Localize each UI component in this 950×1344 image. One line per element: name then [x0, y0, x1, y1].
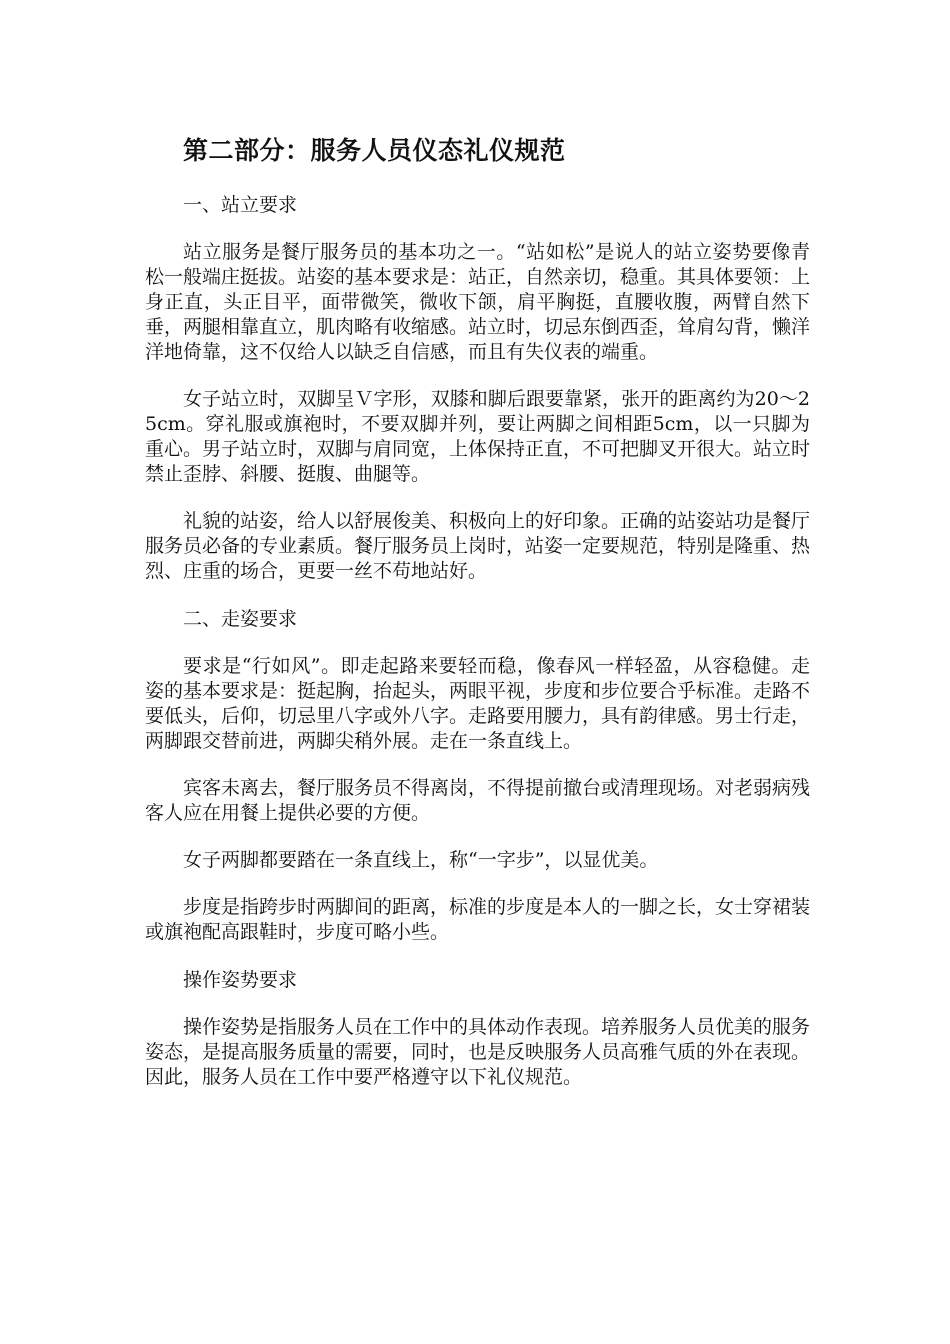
- paragraph-walking-stride: 步度是指跨步时两脚间的距离，标准的步度是本人的一脚之长，女士穿裙装或旗袍配高跟鞋时，步度可略小些。: [145, 896, 811, 943]
- document-page: [145, 132, 810, 1090]
- paragraph-walking-basics: 要求是“行如风”。即走起路来要轻而稳，像春风一样轻盈，从容稳健。走姿的基本要求是：挺起胸，抬起头，两眼平视，步度和步位要合乎标准。走路不要低头，后仰，切忌里八字或外八字。走路要用腰力，具有韵律感。男士行走，两脚跟交替前进，两脚尖稍外展。走在一条直线上。: [145, 655, 811, 752]
- document-title: 第二部分：服务人员仪态礼仪规范: [183, 136, 566, 165]
- paragraph-standing-women-men: 女子站立时，双脚呈Ｖ字形，双膝和脚后跟要靠紧，张开的距离约为20～25cm。穿礼服或旗袍时，不要双脚并列，要让两脚之间相距5cm，以一只脚为重心。男子站立时，双脚与肩同宽，上体保持正直，不可把脚叉开很大。站立时禁止歪脖、斜腰、挺腹、曲腿等。: [145, 388, 811, 485]
- section-heading-operation: 操作姿势要求: [183, 969, 298, 991]
- paragraph-walking-guests: 宾客未离去，餐厅服务员不得离岗，不得提前撤台或清理现场。对老弱病残客人应在用餐上提供必要的方便。: [145, 777, 811, 824]
- section-heading-walking: 二、走姿要求: [183, 608, 298, 630]
- paragraph-walking-women: 女子两脚都要踏在一条直线上，称“一字步”，以显优美。: [183, 849, 659, 871]
- section-heading-standing: 一、站立要求: [183, 194, 298, 216]
- paragraph-standing-etiquette: 礼貌的站姿，给人以舒展俊美、积极向上的好印象。正确的站姿站功是餐厅服务员必备的专业素质。餐厅服务员上岗时，站姿一定要规范，特别是隆重、热烈、庄重的场合，更要一丝不苟地站好。: [145, 510, 811, 582]
- paragraph-operation-posture: 操作姿势是指服务人员在工作中的具体动作表现。培养服务人员优美的服务姿态，是提高服务质量的需要，同时，也是反映服务人员高雅气质的外在表现。因此，服务人员在工作中要严格遵守以下礼仪规范。: [145, 1016, 811, 1088]
- paragraph-standing-basics: 站立服务是餐厅服务员的基本功之一。“站如松”是说人的站立姿势要像青松一般端庄挺拔。站姿的基本要求是：站正，自然亲切，稳重。其具体要领：上身正直，头正目平，面带微笑，微收下颌，肩平胸挺，直腰收腹，两臂自然下垂，两腿相靠直立，肌肉略有收缩感。站立时，切忌东倒西歪，耸肩勾背，懒洋洋地倚靠，这不仅给人以缺乏自信感，而且有失仪表的端重。: [145, 241, 811, 363]
